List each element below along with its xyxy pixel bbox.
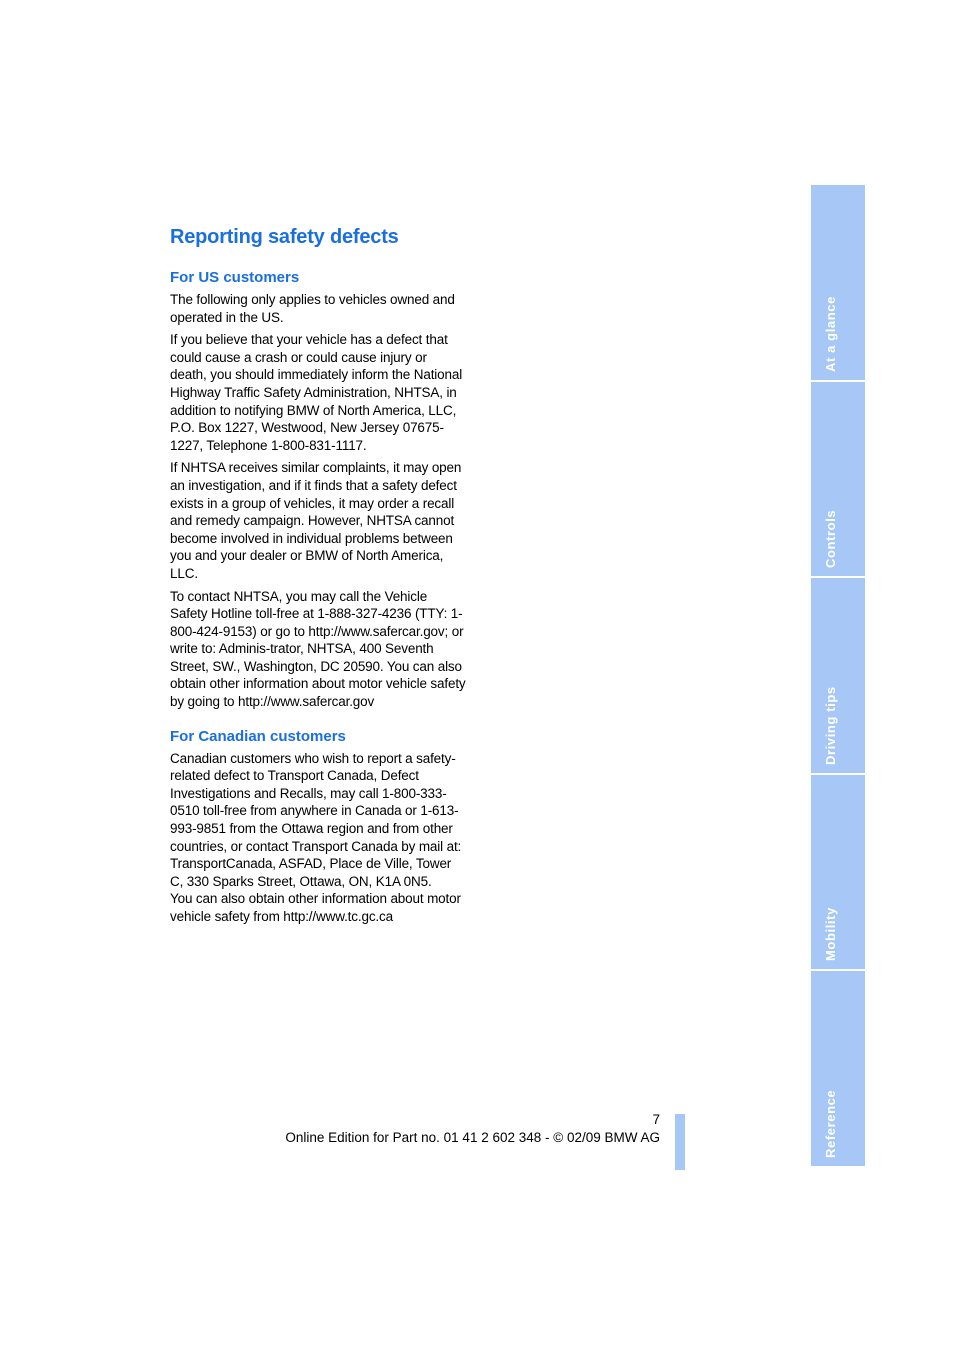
canadian-customers-heading: For Canadian customers [170,727,346,745]
sidebar-tab-label: Mobility [823,907,838,962]
edition-text: Online Edition for Part no. 01 41 2 602 348 - © 02/09 BMW AG [285,1130,660,1145]
sidebar-tab-label: Reference [823,1089,838,1158]
us-customers-heading: For US customers [170,269,300,286]
footer-marker-bar [675,1114,685,1170]
sidebar-tab-label: Driving tips [823,686,838,765]
sidebar-tab-label: Controls [823,509,838,569]
sidebar-tab-reference[interactable] [811,969,865,1166]
us-paragraph-1: The following only applies to vehicles owned and operated in the US. [170,292,455,325]
chapter-sidebar [811,185,865,1166]
sidebar-tab-label: At a glance [823,295,838,372]
us-paragraph-4: To contact NHTSA, you may call the Vehicle Safety Hotline toll-free at 1-888-327-4236 (TTY: 1-800-424-9153) or go to http://www.safercar.gov; or write to: Adminis-trator, NHTSA, 400 Seventh Street, SW., Washington, DC 20590. You can also obtain other information about motor vehicle safety by going to http://www.safercar.gov [170,588,466,710]
us-paragraph-3: If NHTSA receives similar complaints, it may open an investigation, and if it finds that a safety defect exists in a group of vehicles, it may order a recall and remedy campaign. However, NHTSA cannot become involved in individual problems between you and your dealer or BMW of North America, LLC. [170,460,462,581]
sidebar-tab-mobility[interactable] [811,773,865,970]
page-footer [285,1111,660,1147]
sidebar-tab-driving-tips[interactable] [811,576,865,773]
sidebar-tab-controls[interactable] [811,380,865,577]
canada-paragraph-2: You can also obtain other information about motor vehicle safety from http://www.tc.gc.ca [170,891,461,924]
main-content [170,268,466,931]
sidebar-tab-at-a-glance[interactable] [811,185,865,380]
us-paragraph-2: If you believe that your vehicle has a defect that could cause a crash or could cause injury or death, you should immediately inform the National Highway Traffic Safety Administration, NHTSA, in addition to notifying BMW of North America, LLC, P.O. Box 1227, Westwood, New Jersey 07675-1227, Telephone 1-800-831-1117. [170,332,463,453]
canada-paragraph-1: Canadian customers who wish to report a safety-related defect to Transport Canada, Defect Investigations and Recalls, may call 1-800-333-0510 toll-free from anywhere in Canada or 1-613-993-9851 from the Ottawa region and from other countries, or contact Transport Canada by mail at: TransportCanada, ASFAD, Place de Ville, Tower C, 330 Sparks Street, Ottawa, ON, K1A 0N5. [170,750,462,889]
page-number: 7 [652,1112,660,1127]
page-title: Reporting safety defects [170,226,399,248]
